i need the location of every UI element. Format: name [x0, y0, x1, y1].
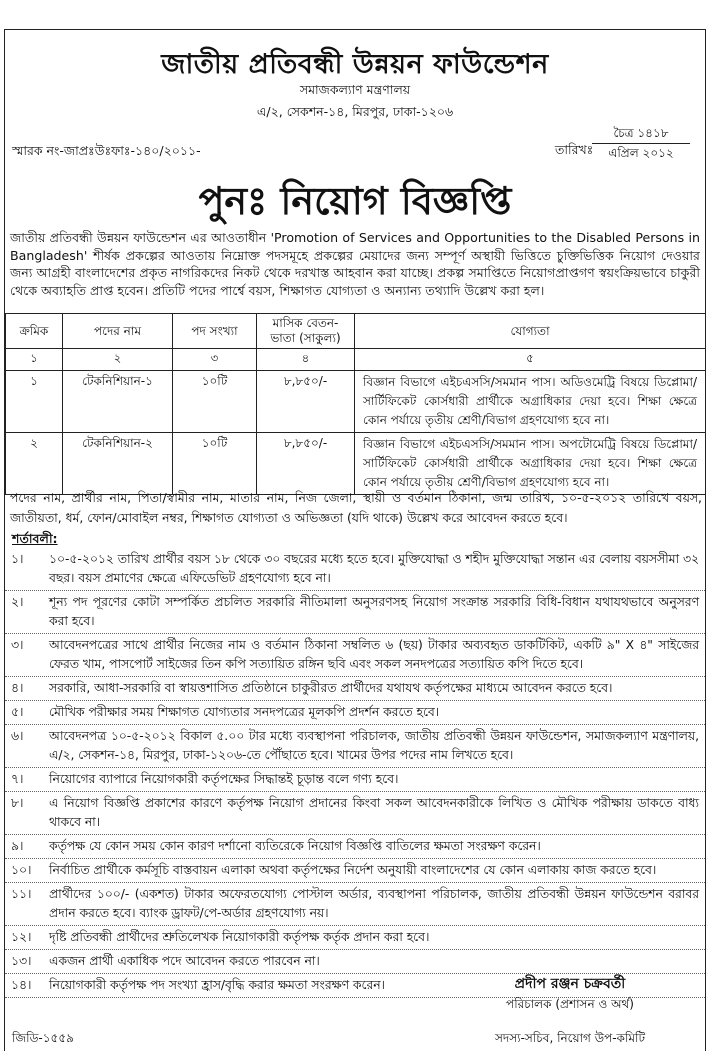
posts-table [5, 313, 706, 495]
column-number: ৫ [355, 349, 706, 371]
table-row [6, 433, 706, 495]
header-post: পদের নাম [63, 314, 173, 349]
notice-headline: পুনঃ নিয়োগ বিজ্ঞপ্তি [198, 179, 512, 223]
table-row [6, 371, 706, 433]
signatory-title-secondary: সদস্য-সচিব, নিয়োগ উপ-কমিটি [494, 1031, 646, 1045]
term-text: শূন্য পদ পূরণের কোটা সম্পর্কিত প্রচলিত সরকারি নীতিমালা অনুসরণসহ নিয়োগ সংক্রান্ত সরকারি বিধি-বিধান যথাযথভাবে অনুসরণ করা হবে। [49, 595, 699, 628]
header-count: পদ সংখ্যা [173, 314, 257, 349]
column-number: ২ [63, 349, 173, 371]
term-number: ৪। [11, 681, 24, 695]
table-header-row [6, 314, 706, 349]
term-item [5, 634, 705, 677]
column-number: ৪ [257, 349, 355, 371]
row-count: ১০টি [173, 433, 257, 495]
column-number: ১ [6, 349, 63, 371]
term-text: আবেদনপত্রের সাথে প্রার্থীর নিজের নাম ও বর্তমান ঠিকানা সম্বলিত ৬ (ছয়) টাকার অব্যবহৃত ডাকটিকিট, একটি ৯" X ৪" সাইজের ফেরত খাম, পাসপোর্ট সাইজের তিন কপি সত্যায়িত রঙ্গিন ছবি এবং সকল সনদপত্রের সত্যায়িত কপি দিতে হবে। [49, 638, 699, 671]
term-item [5, 859, 705, 883]
column-number: ৩ [173, 349, 257, 371]
header-qualification: যোগ্যতা [355, 314, 706, 349]
term-number: ৭। [11, 772, 24, 786]
term-number: ৫। [11, 705, 24, 719]
intro-paragraph: জাতীয় প্রতিবন্ধী উন্নয়ন ফাউন্ডেশন এর আওতাধীন 'Promotion of Services and Opportunities to the Disabled Persons in Bangladesh' শীর্ষক প্রকল্পের আওতায় নিম্নোক্ত পদসমূহে প্রকল্পের মেয়াদের জন্য সম্পূর্ণ অস্থায়ী ভিত্তিতে চুক্তিভিত্তিক নিয়োগ দেওয়ার জন্য আগ্রহী বাংলাদেশের প্রকৃত নাগরিকদের নিকট থেকে দরখাস্ত আহবান করা যাচ্ছে। প্রকল্প সমাপ্তিতে নিয়োগপ্রাপ্তগণ স্বয়ংক্রিয়ভাবে চাকুরী থেকে অব্যাহতি প্রাপ্ত হবেন। প্রতিটি পদের পার্শ্বে বয়স, শিক্ষাগত যোগ্যতা ও অন্যান্য তথ্যাদি উল্লেখ করা হল। [10, 230, 700, 298]
row-qualification: বিজ্ঞান বিভাগে এইচএসসি/সমমান পাস। অডিওমেট্রি বিষয়ে ডিপ্লোমা/সার্টিফিকেট কোর্সধারী প্রার্থীকে অগ্রাধিকার দেয়া হবে। শিক্ষা ক্ষেত্রে কোন পর্যায়ে তৃতীয় শ্রেণী/বিভাগ গ্রহণযোগ্য হবে না। [355, 371, 706, 433]
header-salary: মাসিক বেতন-ভাতা (সাকুল্য) [257, 314, 355, 349]
row-post: টেকনিশিয়ান-২ [63, 433, 173, 495]
date-bangla: চৈত্র ১৪১৮ [592, 124, 690, 144]
date-english: এপ্রিল ২০১২ [608, 146, 674, 160]
term-item [5, 548, 705, 591]
term-number: ২। [11, 595, 24, 609]
term-text: ১০-৫-২০১২ তারিখ প্রার্থীর বয়স ১৮ থেকে ৩০ বছরের মধ্যে হতে হবে। মুক্তিযোদ্ধা ও শহীদ মুক্তিযোদ্ধা সন্তান এর বেলায় বয়সসীমা ৩২ বছর। বয়স প্রমাণের ক্ষেত্রে এফিডেভিট গ্রহণযোগ্য হবে না। [49, 552, 699, 585]
term-number: ৯। [11, 839, 24, 853]
date-box [592, 124, 690, 163]
row-salary: ৮,৮৫০/- [257, 371, 355, 433]
row-count: ১০টি [173, 371, 257, 433]
term-number: ১৩। [11, 954, 32, 968]
row-salary: ৮,৮৫০/- [257, 433, 355, 495]
organization-address: এ/২, সেকশন-১৪, মিরপুর, ঢাকা-১২০৬ [256, 104, 454, 119]
term-text: এ নিয়োগ বিজ্ঞপ্তি প্রকাশের কারণে কর্তৃপক্ষ নিয়োগ প্রদানের কিংবা সকল আবেদনকারীকে লিখিত ও মৌখিক পরীক্ষায় ডাকতে বাধ্য থাকবে না। [49, 796, 699, 829]
term-item [5, 701, 705, 725]
row-serial: ১ [6, 371, 63, 433]
term-number: ৩। [11, 638, 24, 652]
memo-number: স্মারক নং-জাপ্রঃউঃফাঃ-১৪০/২০১১- [12, 143, 201, 158]
term-text: নিয়োগকারী কর্তৃপক্ষ পদ সংখ্যা হ্রাস/বৃদ্ধি করার ক্ষমতা সংরক্ষণ করেন। [49, 978, 385, 992]
term-text: কর্তৃপক্ষ যে কোন সময় কোন কারণ দর্শানো ব্যতিরেকে নিয়োগ বিজ্ঞপ্তি বাতিলের ক্ষমতা সংরক্ষণ করেন। [49, 839, 541, 853]
frame-top-border [4, 29, 706, 30]
term-number: ১০। [11, 863, 32, 877]
term-text: নিয়োগের ব্যাপারে নিয়োগকারী কর্তৃপক্ষের সিদ্ধান্তই চূড়ান্ত বলে গণ্য হবে। [49, 772, 399, 786]
term-text: মৌখিক পরীক্ষার সময় শিক্ষাগত যোগ্যতার সনদপত্রের মূলকপি প্রদর্শন করতে হবে। [49, 705, 440, 719]
term-number: ১২। [11, 930, 32, 944]
gd-number: জিডি-১৫৫৯ [12, 1031, 74, 1045]
organization-name: জাতীয় প্রতিবন্ধী উন্নয়ন ফাউন্ডেশন [161, 49, 549, 80]
term-text: একজন প্রার্থী একাধিক পদে আবেদন করতে পারবেন না। [49, 954, 320, 968]
term-number: ১৪। [11, 978, 32, 992]
term-text: প্রার্থীদের ১০০/- (একশত) টাকার অফেরতযোগ্য পোস্টাল অর্ডার, ব্যবস্থাপনা পরিচালক, জাতীয় প্রতিবন্ধী উন্নয়ন ফাউন্ডেশন বরাবর প্রদান করতে হবে। ব্যাংক ড্রাফট/পে-অর্ডার গ্রহণযোগ্য নয়। [49, 887, 699, 920]
term-item [5, 792, 705, 835]
date-label: তারিখঃ [555, 142, 594, 157]
ministry-name: সমাজকল্যাণ মন্ত্রণালয় [299, 82, 411, 97]
application-instructions: পদের নাম, প্রার্থীর নাম, পিতা/স্বামীর নাম, মাতার নাম, নিজ জেলা, স্থায়ী ও বর্তমান ঠিকানা, জন্ম তারিখ, ১০-৫-২০১২ তারিখে বয়স, জাতীয়তা, ধর্ম, ফোন/মোবাইল নম্বর, শিক্ষাগত যোগ্যতা ও অভিজ্ঞতা (যদি থাকে) উল্লেখ করে আবেদন করতে হবে। [10, 490, 702, 525]
terms-list [5, 548, 705, 998]
header-serial: ক্রমিক [6, 314, 63, 349]
term-text: আবেদনপত্র ১০-৫-২০১২ বিকাল ৫.০০ টার মধ্যে ব্যবস্থাপনা পরিচালক, জাতীয় প্রতিবন্ধী উন্নয়ন ফাউন্ডেশন, সমাজকল্যাণ মন্ত্রণালয়, এ/২, সেকশন-১৪, মিরপুর, ঢাকা-১২০৬-তে পৌঁছাতে হবে। খামের উপর পদের নাম লিখতে হবে। [49, 729, 699, 762]
row-serial: ২ [6, 433, 63, 495]
term-item [5, 725, 705, 768]
term-item [5, 591, 705, 634]
term-item [5, 926, 705, 950]
term-number: ৮। [11, 796, 24, 810]
terms-heading: শর্তাবলী: [12, 531, 58, 546]
term-item [5, 950, 705, 974]
term-item [5, 768, 705, 792]
row-post: টেকনিশিয়ান-১ [63, 371, 173, 433]
term-item [5, 835, 705, 859]
term-text: নির্বাচিত প্রার্থীকে কর্মসূচি বাস্তবায়ন এলাকা অথবা কর্তৃপক্ষের নির্দেশ অনুযায়ী বাংলাদেশের যে কোন এলাকায় কাজ করতে হবে। [49, 863, 657, 877]
term-number: ১। [11, 552, 24, 566]
term-item [5, 677, 705, 701]
term-item [5, 883, 705, 926]
signatory-title: পরিচালক (প্রশাসন ও অর্থ) [506, 997, 634, 1011]
term-text: সরকারি, আধা-সরকারি বা স্বায়ত্তশাসিত প্রতিষ্ঠানে চাকুরীরত প্রার্থীদের যথাযথ কর্তৃপক্ষের মাধ্যমে আবেদন করতে হবে। [49, 681, 613, 695]
column-number-row [6, 349, 706, 371]
signatory-name: প্রদীপ রঞ্জন চক্রবর্তী [514, 976, 626, 992]
term-text: দৃষ্টি প্রতিবন্ধী প্রার্থীদের শ্রুতিলেখক নিয়োগকারী কর্তৃপক্ষ কর্তৃক প্রদান করা হবে। [49, 930, 430, 944]
term-number: ৬। [11, 729, 24, 743]
row-qualification: বিজ্ঞান বিভাগে এইচএসসি/সমমান পাস। অপটোমেট্রি বিষয়ে ডিপ্লোমা/সার্টিফিকেট কোর্সধারী প্রার্থীকে অগ্রাধিকার দেয়া হবে। শিক্ষা ক্ষেত্রে কোন পর্যায়ে তৃতীয় শ্রেণী/বিভাগ গ্রহণযোগ্য হবে না। [355, 433, 706, 495]
term-number: ১১। [11, 887, 32, 901]
